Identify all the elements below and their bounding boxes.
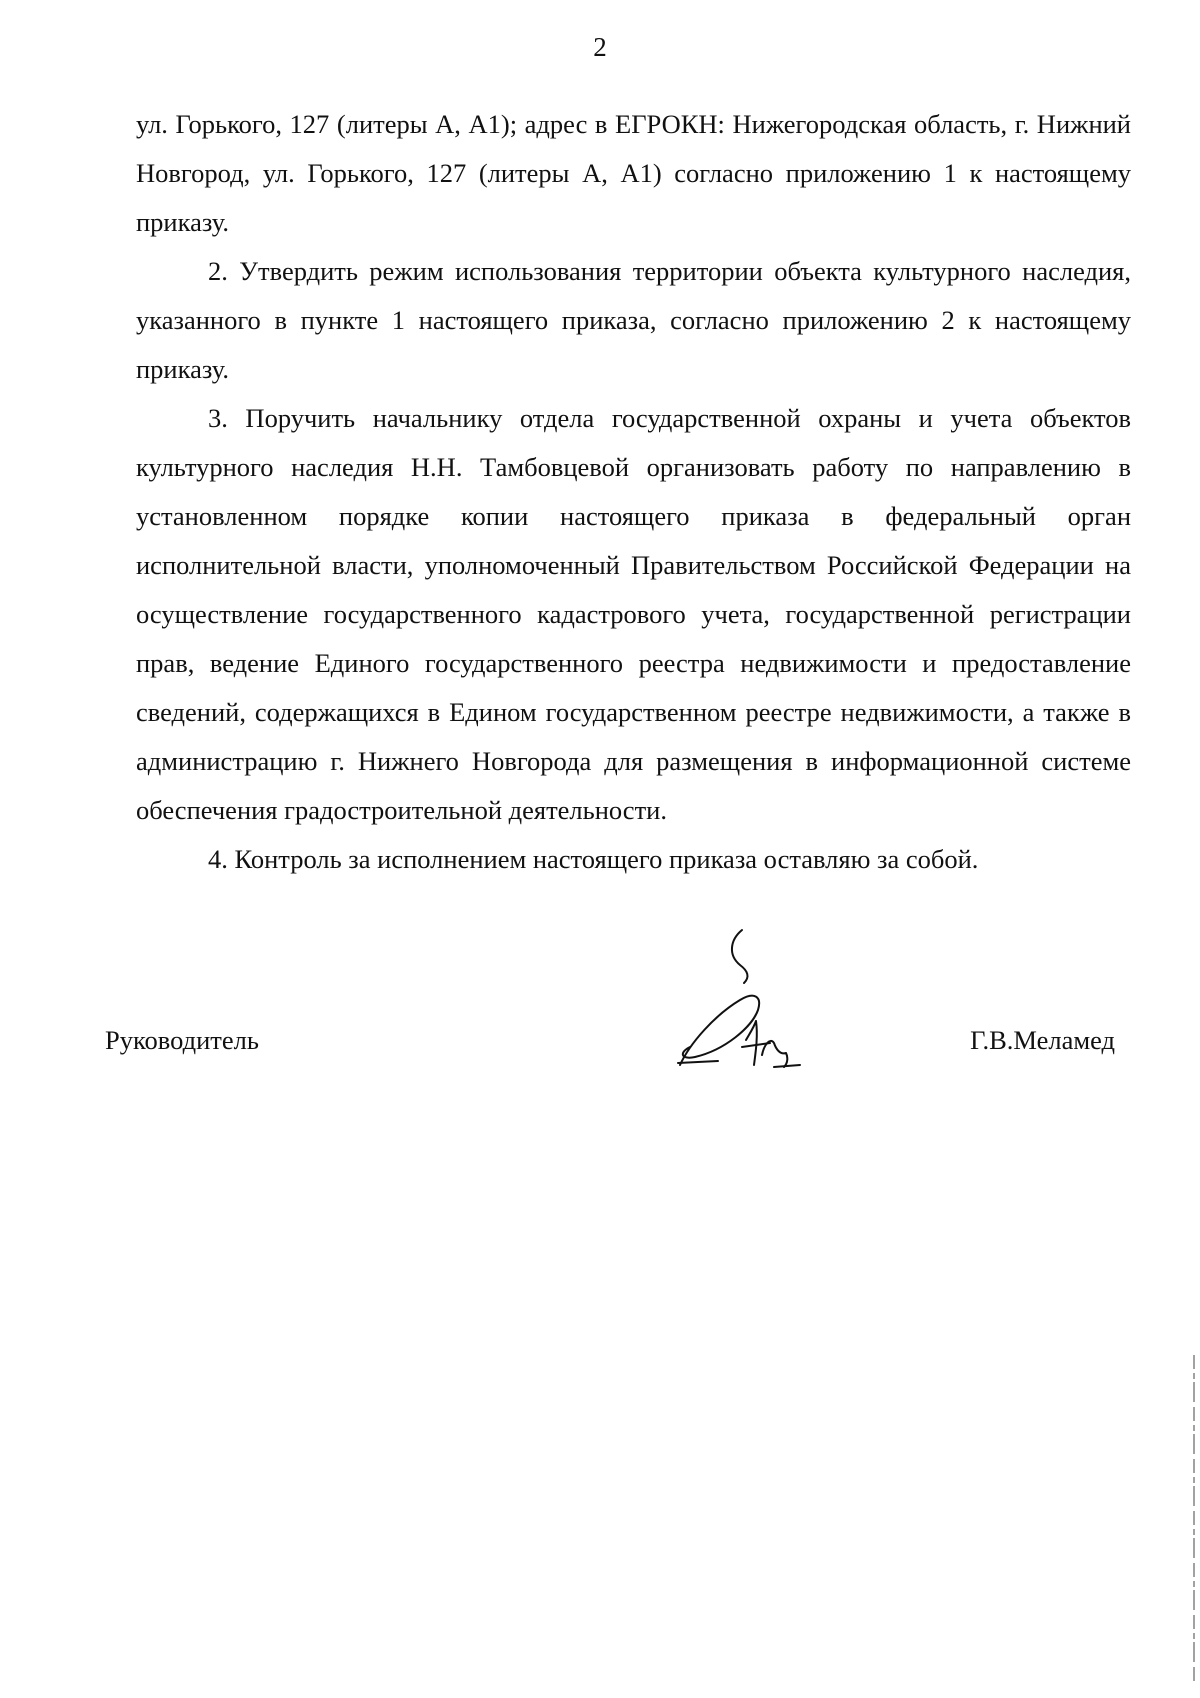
handwritten-signature [670, 925, 820, 1075]
paragraph-item-2: 2. Утвердить режим использования территории объекта культурного наследия, указанного в пункте 1 настоящего приказа, согласно приложению 2 к настоящему приказу. [136, 256, 1131, 384]
paragraph-item-4: 4. Контроль за исполнением настоящего приказа оставляю за собой. [208, 844, 979, 874]
document-body [136, 100, 1131, 884]
scan-edge-artifact [1192, 1355, 1196, 1685]
paragraph-continuation: ул. Горького, 127 (литеры А, А1); адрес в ЕГРОКН: Нижегородская область, г. Нижний Новгород, ул. Горького, 127 (литеры А, А1) согласно приложению 1 к настоящему приказу. [136, 109, 1131, 237]
signer-position: Руководитель [105, 1025, 259, 1055]
signature-block [105, 1020, 1115, 1070]
paragraph-item-3: 3. Поручить начальнику отдела государственной охраны и учета объектов культурного наследия Н.Н. Тамбовцевой организовать работу по направлению в установленном порядке копии настоящего приказа в федеральный орган исполнительной власти, уполномоченный Правительством Российской Федерации на осуществление государственного кадастрового учета, государственной регистрации прав, ведение Единого государственного реестра недвижимости и предоставление сведений, содержащихся в Едином государственном реестре недвижимости, а также в администрацию г. Нижнего Новгорода для размещения в информационной системе обеспечения градостроительной деятельности. [136, 403, 1131, 825]
signer-name: Г.В.Меламед [970, 1025, 1115, 1055]
page-number: 2 [593, 32, 607, 62]
